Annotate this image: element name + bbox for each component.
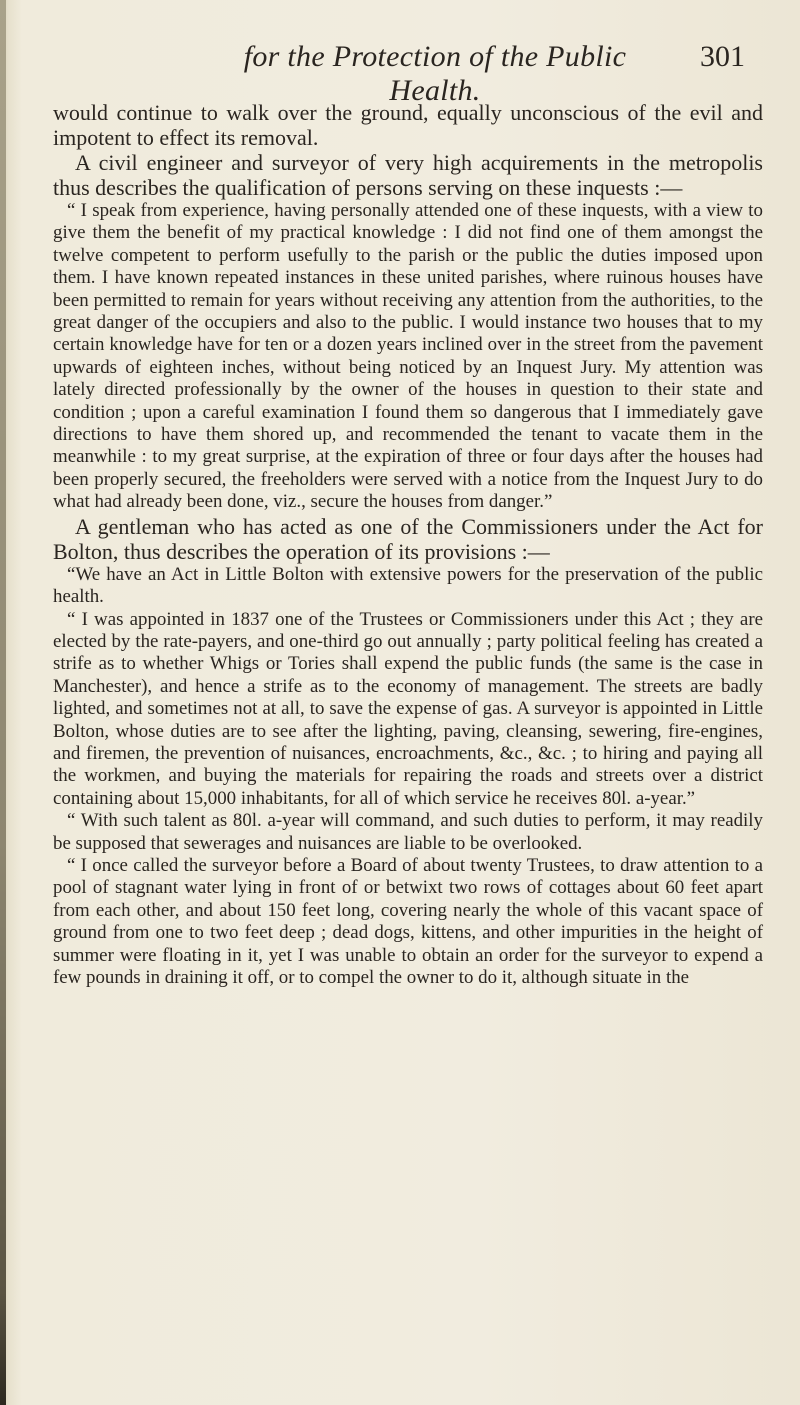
quote-bolton-surveyor: “ I once called the surveyor before a Board of about twenty Trustees, to draw attention to a pool of stagnant water lying in front of or betwixt two rows of cottages about 60 feet apart from each other, and about 150 feet long, covering nearly the whole of this vacant space of ground from one to two feet deep ; dead dogs, kittens, and other impurities in the height of summer were floating in it, yet I was unable to obtain an order for the surveyor to expend a few pounds in draining it off, or to compel the owner to do it, although situate in the [53, 854, 763, 988]
page-number: 301 [700, 40, 745, 73]
paragraph-continuation: would continue to walk over the ground, equally unconscious of the evil and impotent to effect its removal. [53, 100, 763, 150]
quote-engineer-testimony: “ I speak from experience, having personally attended one of these inquests, with a view to give them the benefit of my practical knowledge : I did not find one of them amongst the twelve competent to perform usefully to the parish or the public the duties imposed upon them. I have known repeated instances in these united parishes, where ruinous houses have been permitted to remain for years without receiving any attention from the authorities, to the great danger of the occupiers and also to the public. I would instance two houses that to my certain knowledge have for ten or a dozen years inclined over in the street from the pavement upwards of eighteen inches, without being noticed by an Inquest Jury. My attention was lately directed professionally by the owner of the houses in question to their state and condition ; upon a careful examination I found them so dangerous that I immediately gave directions to have them shored up, and recommended the tenant to vacate them in the meanwhile : to my great surprise, at the expiration of three or four days after the houses had been properly secured, the freeholders were served with a notice from the Inquest Jury to do what had already been done, viz., secure the houses from danger.” [53, 200, 763, 513]
paragraph-bolton-intro: A gentleman who has acted as one of the Commissioners under the Act for Bolton, thus describes the operation of its provisions :— [53, 513, 763, 564]
quote-bolton-act: “We have an Act in Little Bolton with extensive powers for the preservation of the public health. [53, 563, 763, 608]
page-header [0, 40, 800, 107]
body-text [53, 100, 763, 989]
page-spine-shadow [0, 0, 6, 1405]
paragraph-engineer-intro: A civil engineer and surveyor of very high acquirements in the metropolis thus describes the qualification of persons serving on these inquests :— [53, 150, 763, 200]
running-head: for the Protection of the Public Health. [243, 40, 627, 107]
quote-bolton-talent: “ With such talent as 80l. a-year will command, and such duties to perform, it may readily be supposed that sewerages and nuisances are liable to be overlooked. [53, 810, 763, 854]
quote-bolton-trustees: “ I was appointed in 1837 one of the Trustees or Commissioners under this Act ; they are elected by the rate-payers, and one-third go out annually ; party political feeling has created a strife as to whether Whigs or Tories shall expend the public funds (the same is the case in Manchester), and hence a strife as to the economy of management. The streets are badly lighted, and sometimes not at all, to save the expense of gas. A surveyor is appointed in Little Bolton, whose duties are to see after the lighting, paving, cleansing, sewering, fire-engines, and firemen, the prevention of nuisances, encroachments, &c., &c. ; to hiring and paying all the workmen, and buying the materials for repairing the roads and streets over a district containing about 15,000 inhabitants, for all of which service he receives 80l. a-year.” [53, 608, 763, 809]
